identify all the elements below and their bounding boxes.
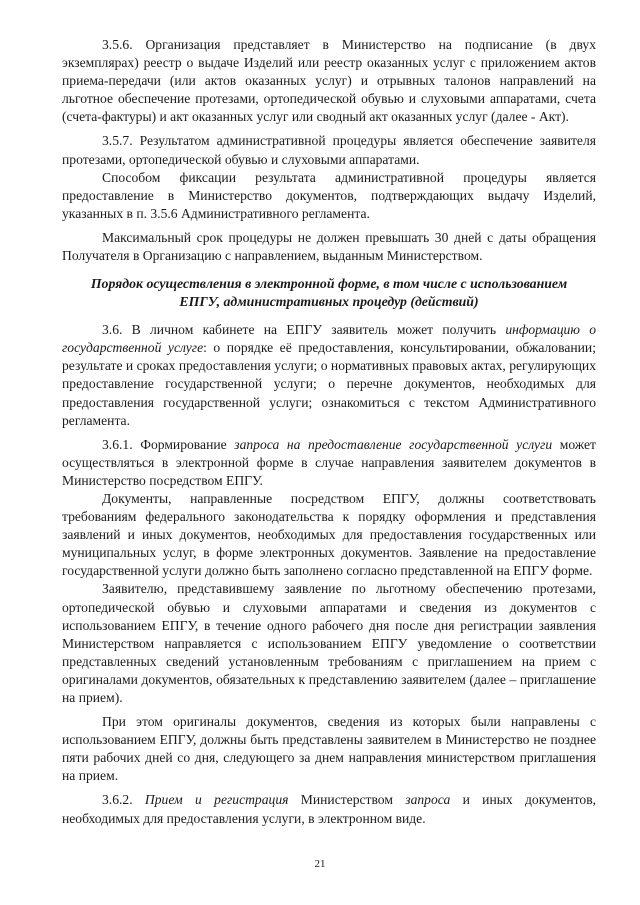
paragraph-3-6-1-italic: запроса на предоставление государственной услуги	[234, 436, 553, 452]
paragraph-documents: Документы, направленные посредством ЕПГУ, должны соответствовать требованиям федерального законодательства к порядку оформления и представления заявлений и иных документов, необходимых для предоставления государственных или муниципальных услуг, в форме электронных документов. Заявление на предоставление государственной услуги должно быть заполнено согласно представленной на ЕПГУ форме.	[62, 490, 596, 579]
paragraph-applicant: Заявителю, представившему заявление по льготному обеспечению протезами, ортопедической обувью и слуховыми аппаратами и сведения из документов с использованием ЕПГУ, в течение одного рабочего дня после дня регистрации заявления Министерством направляется с использованием ЕПГУ уведомление о соответствии представленных сведений установленным требованиям с приглашением на прием с оригиналами документов, обязательных к представлению заявителем (далее – приглашение на прием).	[62, 581, 596, 705]
paragraph-3-6-2-italic-b: Прием и регистрация	[144, 792, 289, 808]
paragraph-3-6-2-text-a: 3.6.2.	[102, 792, 145, 808]
paragraph-3-5-6: 3.5.6. Организация представляет в Министерство на подписание (в двух экземплярах) реестр о выдаче Изделий или реестр оказанных услуг с приложением актов приема-передачи (или актов оказанных услуг) и отрывных талонов направлений на льготное обеспечение протезами, ортопедической обувью и слуховыми аппаратами, счета (счета-фактуры) и акт оказанных услуг или сводный акт оказанных услуг (далее - Акт).	[62, 37, 596, 125]
section-heading-line-2: ЕПГУ, административных процедур (действий)	[179, 294, 479, 310]
paragraph-3-6-text-a: 3.6. В личном кабинете на ЕПГУ заявитель может получить	[102, 322, 506, 338]
paragraph-3-6-2-text-e: и иных документов, необходимых для предоставления услуги, в электронном виде.	[62, 792, 597, 826]
paragraph-3-6-1-text-c: может осуществляться в электронной форме в случае направления заявителем документов в Министерство посредством ЕПГУ.	[62, 436, 596, 488]
paragraph-3-6-italic: информацию о государственной услуге	[62, 322, 596, 356]
paragraph-3-6-text-c: : о порядке её предоставления, консультировании, обжаловании; результате и сроках предоставления услуги; о нормативных правовых актах, регулирующих предоставление государственной услуги; о перечне документов, необходимых для предоставления государственной услуги; ознакомиться с текстом Административного регламента.	[62, 340, 596, 428]
paragraph-fixation: Способом фиксации результата административной процедуры является предоставление в Министерство документов, подтверждающих выдачу Изделий, указанных в п. 3.5.6 Административного регламента.	[62, 169, 596, 221]
paragraph-3-6-2-italic-d: запроса	[405, 792, 451, 808]
section-heading	[62, 275, 596, 311]
paragraph-3-6-2-text-c: Министерством	[288, 792, 406, 808]
paragraph-3-6-2	[62, 791, 596, 827]
paragraph-3-6-1	[62, 436, 596, 490]
section-heading-line-1: Порядок осуществления в электронной форме, в том числе с использованием	[90, 276, 568, 292]
paragraph-max-term: Максимальный срок процедуры не должен превышать 30 дней с даты обращения Получателя в Организацию с направлением, выданным Министерством.	[62, 229, 596, 264]
paragraph-3-5-7: 3.5.7. Результатом административной процедуры является обеспечение заявителя протезами, ортопедической обувью и слуховыми аппаратами.	[62, 133, 596, 167]
paragraph-3-6	[62, 321, 596, 430]
page-number: 21	[314, 858, 326, 870]
paragraph-3-6-1-text-a: 3.6.1. Формирование	[102, 436, 235, 452]
document-body	[62, 36, 596, 828]
paragraph-originals: При этом оригиналы документов, сведения из которых были направлены с использованием ЕПГУ, должны быть представлены заявителем в Министерство не позднее пяти рабочих дней со дня, следующего за днем направления министерством приглашения на прием.	[62, 714, 596, 784]
